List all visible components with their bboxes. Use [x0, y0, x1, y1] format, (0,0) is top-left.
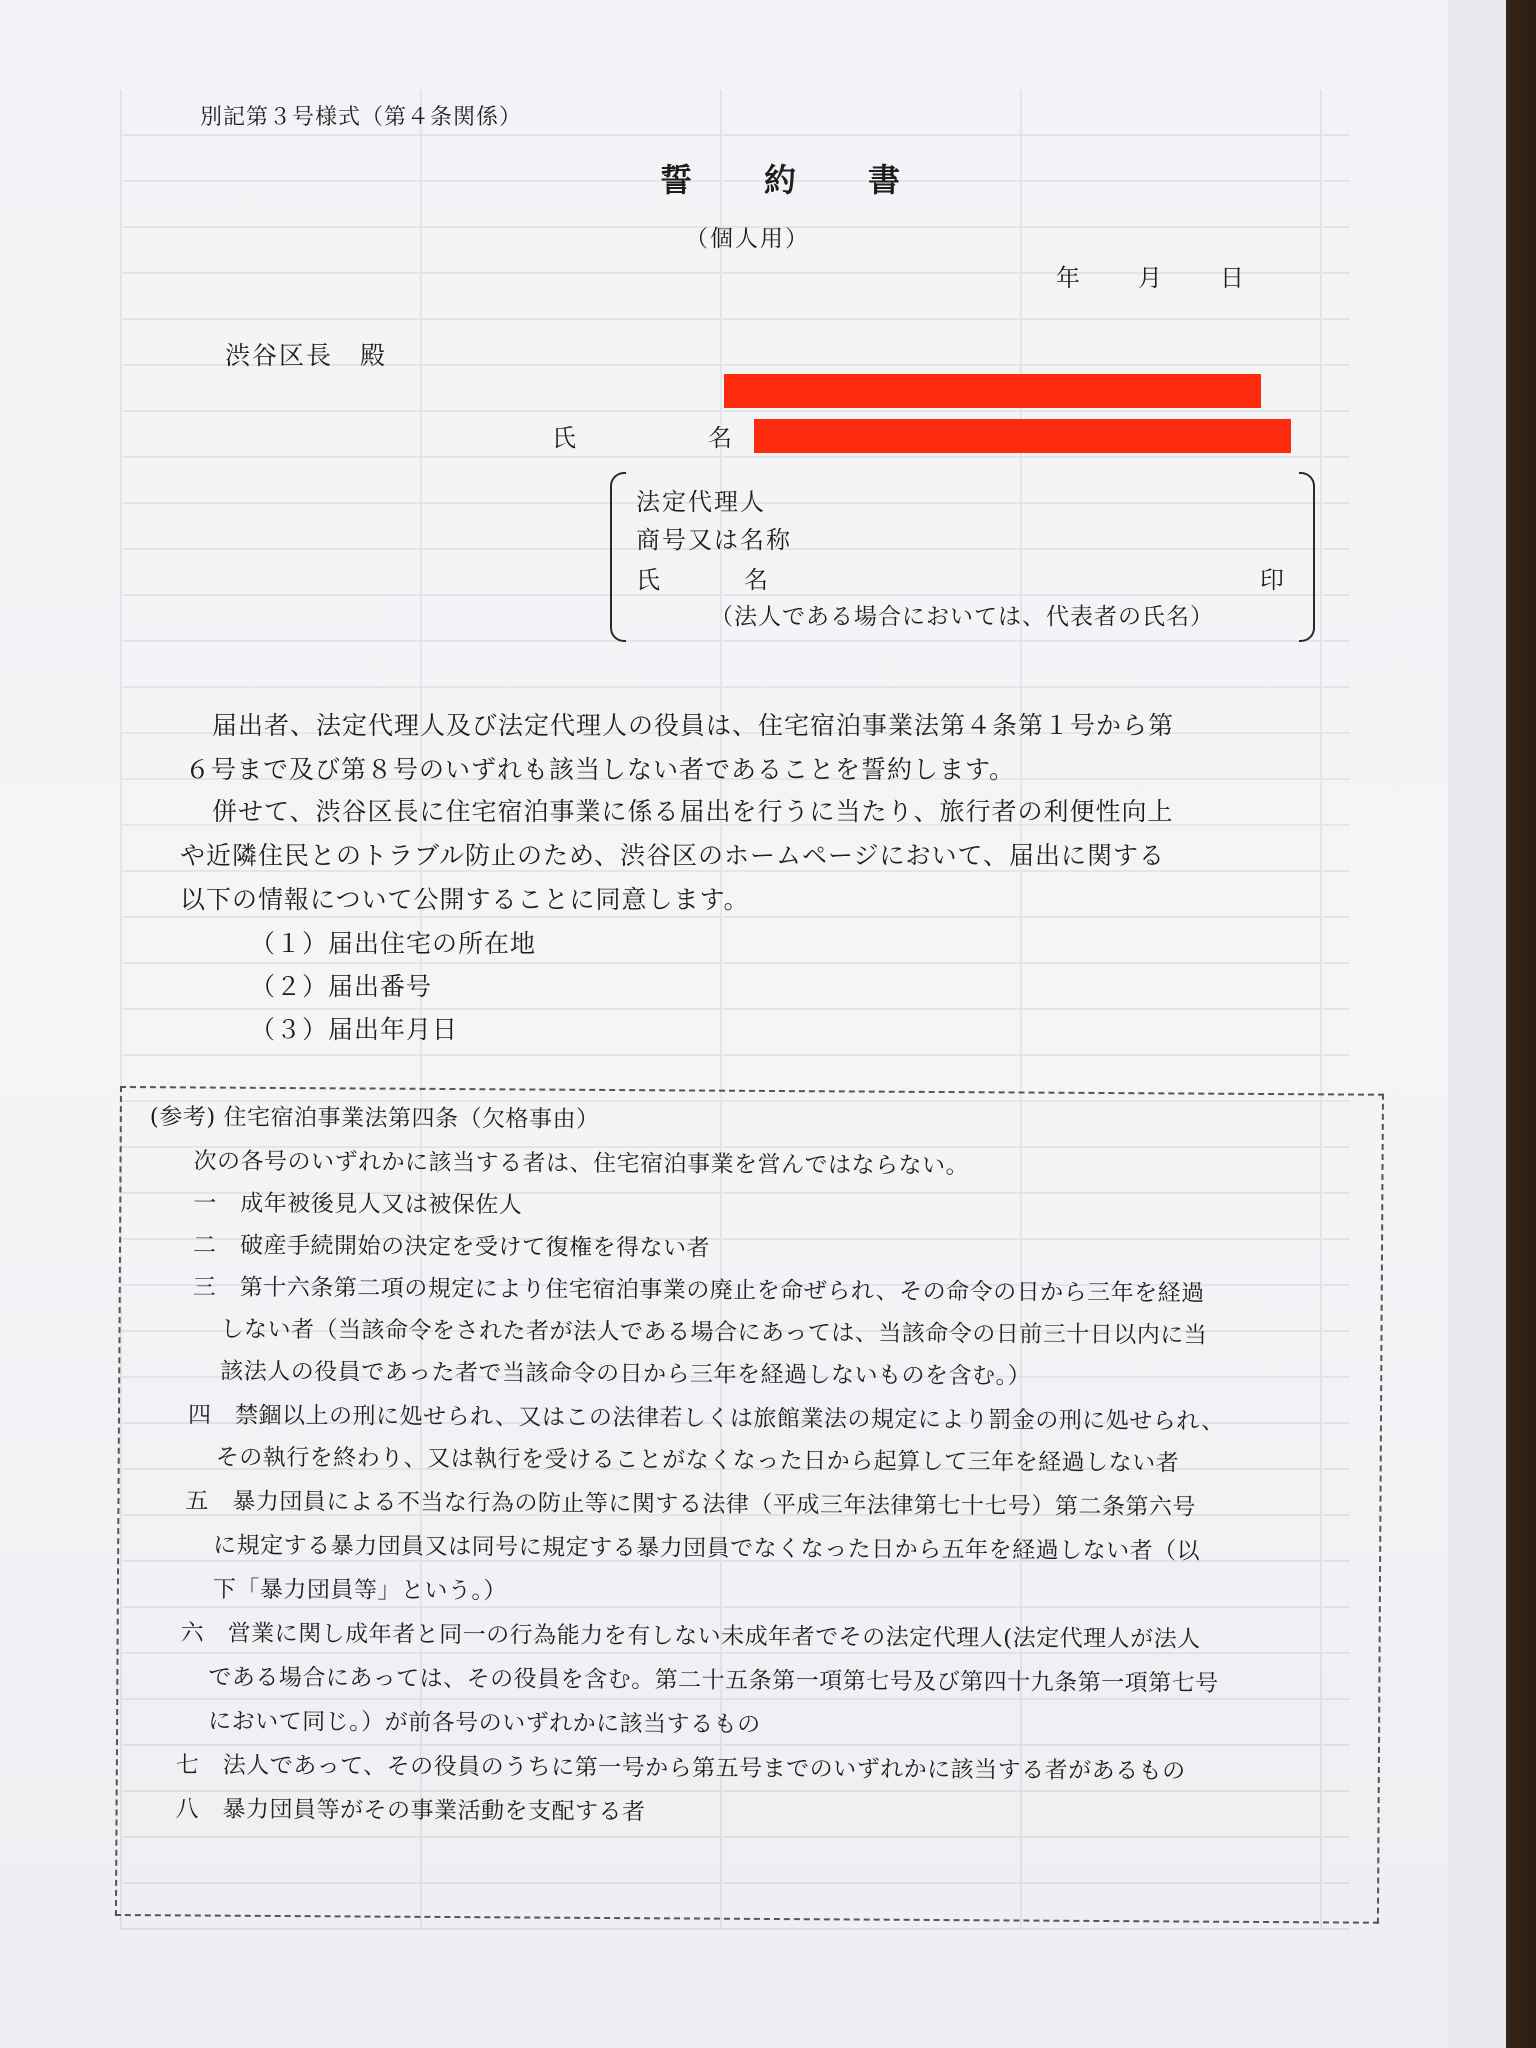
clause-2: 二 破産手続開始の決定を受けて復権を得ない者 [192, 1232, 711, 1262]
clause-5-cont: 下「暴力団員等」という。） [212, 1576, 507, 1605]
consent-paragraph-line: 併せて、渋谷区長に住宅宿泊事業に係る届出を行うに当たり、旅行者の利便性向上 [212, 797, 1174, 826]
address-redaction [724, 374, 1261, 408]
consent-paragraph-line: や近隣住民とのトラブル防止のため、渋谷区のホームページにおいて、届出に関する [180, 841, 1166, 870]
representative-note: （法人である場合においては、代表者の氏名） [710, 604, 1214, 630]
left-bracket [610, 472, 626, 642]
name-redaction [754, 419, 1291, 453]
document-title: 誓 約 書 [660, 161, 921, 199]
consent-paragraph-line: 以下の情報について公開することに同意します。 [180, 885, 750, 914]
agent-name-label-first: 氏 [636, 566, 662, 594]
date-month: 月 [1138, 264, 1162, 292]
clause-1: 一 成年被後見人又は被保佐人 [193, 1190, 523, 1219]
clause-7: 七 法人であって、その役員のうちに第一号から第五号までのいずれかに該当する者があるもの [175, 1752, 1186, 1785]
disclosure-item: （１）届出住宅の所在地 [250, 929, 537, 958]
disclosure-item: （２）届出番号 [250, 972, 433, 1001]
date-day: 日 [1220, 264, 1244, 292]
applicant-name-label [552, 418, 732, 453]
agent-name-label [636, 560, 770, 595]
name-label-second: 名 [708, 424, 732, 452]
recipient-line: 渋谷区長 殿 [225, 341, 388, 370]
date-line [1056, 258, 1244, 293]
trade-name-label: 商号又は名称 [636, 526, 792, 554]
clause-3-cont: しない者（当該命令をされた者が法人である場合にあっては、当該命令の日前三十日以内に当 [220, 1316, 1208, 1349]
date-year: 年 [1056, 264, 1080, 292]
clause-3-cont: 該法人の役員であった者で当該命令の日から三年を経過しないものを含む。） [220, 1358, 1032, 1390]
agent-name-label-second: 名 [744, 566, 770, 594]
clause-6: 六 営業に関し成年者と同一の行為能力を有しない未成年者でその法定代理人(法定代理人が法人 [180, 1620, 1201, 1653]
clause-5: 五 暴力団員による不当な行為の防止等に関する法律（平成三年法律第七十七号）第二条第六号 [185, 1488, 1197, 1521]
clause-6-cont: において同じ。）が前各号のいずれかに該当するもの [208, 1708, 761, 1738]
reference-intro: 次の各号のいずれかに該当する者は、住宅宿泊事業を営んではならない。 [193, 1148, 970, 1180]
form-number-label: 別記第３号様式（第４条関係） [200, 105, 523, 130]
pledge-paragraph-line: ６号まで及び第８号のいずれも該当しない者であることを誓約します。 [185, 755, 1016, 784]
clause-5-cont: に規定する暴力団員又は同号に規定する暴力団員でなくなった日から五年を経過しない者（以 [213, 1532, 1201, 1565]
clause-8: 八 暴力団員等がその事業活動を支配する者 [175, 1796, 646, 1826]
clause-3: 三 第十六条第二項の規定により住宅宿泊事業の廃止を命ぜられ、その命令の日から三年を経過 [192, 1274, 1205, 1307]
pledge-paragraph-line: 届出者、法定代理人及び法定代理人の役員は、住宅宿泊事業法第４条第１号から第 [212, 711, 1175, 740]
clause-6-cont: である場合にあっては、その役員を含む。第二十五条第一項第七号及び第四十九条第一項第七号 [208, 1664, 1219, 1697]
name-label-first: 氏 [552, 424, 576, 452]
right-bracket [1299, 472, 1315, 642]
legal-agent-label: 法定代理人 [636, 488, 766, 516]
disclosure-item: （３）届出年月日 [250, 1015, 459, 1044]
reference-box [115, 1086, 1384, 1924]
seal-mark: 印 [1260, 566, 1284, 594]
legal-agent-block [610, 472, 1315, 640]
clause-4-cont: その執行を終わり、又は執行を受けることがなくなった日から起算して三年を経過しない者 [215, 1444, 1180, 1477]
clause-4: 四 禁錮以上の刑に処せられ、又はこの法律若しくは旅館業法の規定により罰金の刑に処せられ、 [187, 1402, 1225, 1435]
document-subtitle: （個人用） [685, 226, 810, 252]
reference-title: (参考) 住宅宿泊事業法第四条（欠格事由） [149, 1104, 600, 1133]
